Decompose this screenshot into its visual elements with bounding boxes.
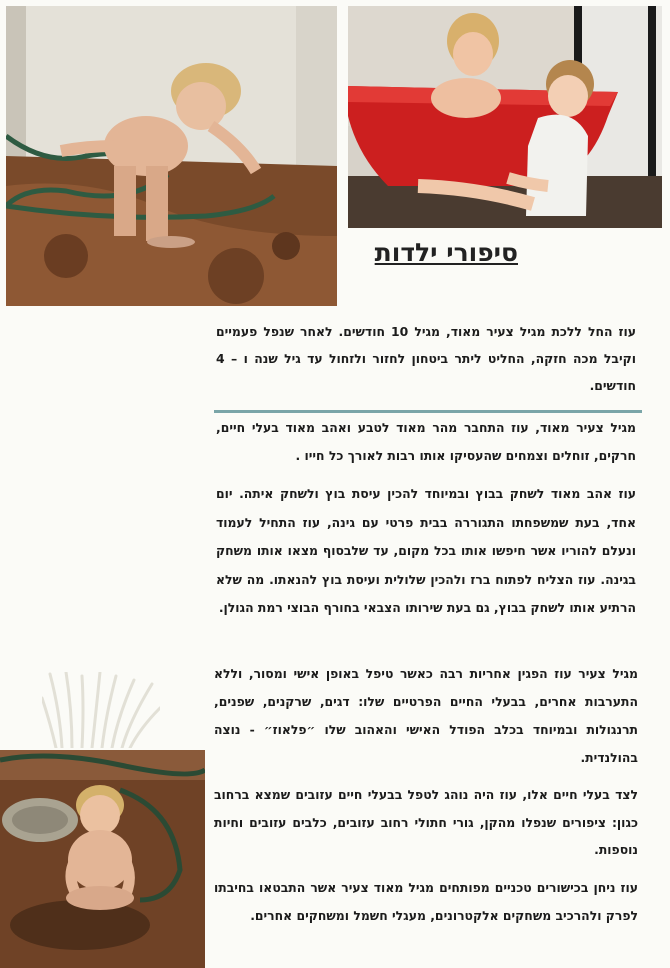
- paragraph-abandoned-animals: לצד בעלי חיים אלו, עוז היה נוהג לטפל בבעלי חיים עזובים שמצא ברחוב כגון: ציפורים שנפלו מהקן, גורי חתולי רחוב עזובים, כלבים עזובים וחיות נוספות.: [214, 787, 638, 857]
- paragraph-technical-skills: עוז ניחן בכישורים טכניים מפותחים מגיל מאוד צעיר אשר התבטאו בחיבתו לפרק ולהרכיב משחקים אלקטרונים, מעגלי חשמל ומשחקים אחרים.: [214, 880, 638, 923]
- paragraph-responsibility: מגיל צעיר עוז הפגין אחריות רבה כאשר טיפל באופן אישי ומסור, וללא התערבות אחרים, בבעלי החיים הפרטיים שלו: דגים, שרקנים, שפנים, תרנגולות ובמיוחד בכלב הפודל האישי והאהוב שלו ״פלאוז״ - נוצה בהולנדית.: [214, 666, 638, 765]
- page-title: סיפורי ילדות: [374, 238, 518, 267]
- toddler-hose-photo: [6, 6, 337, 306]
- grass-decoration: [42, 672, 160, 748]
- toddler-mud-photo: [0, 750, 205, 968]
- red-tub-photo: [348, 6, 662, 228]
- paragraph-mud: עוז אהב מאוד לשחק בבוץ ובמיוחד להכין עיסת בוץ ולשחק איתה. יום אחד, בעת שמשפחתו התגוררה בבית פרטי עם גינה, עוז התחיל לעמוד ונעלם להוריו אשר חיפשו אותו בכל מקום, עד שלבסוף מצאו אותו משחק בגינה. עוז הצליח לפתוח ברז ולהכין שלולית ועיסת בוץ להנאתו. מה שלא הרתיע אותו לשחק בבוץ, גם בעת שירותו הצבאי בחורף הבוצי רמת הגולן.: [216, 486, 636, 615]
- paragraph-walking: עוז החל ללכת מגיל צעיר מאוד, מגיל 10 חודשים. לאחר שנפל פעמיים וקיבל מכה חזקה, החליט ליתר ביטחון לחזור ולזחול עד גיל שנה ו – 4 חודשים.: [216, 324, 636, 393]
- paragraph-nature: מגיל צעיר מאוד, עוז התחבר מהר מאוד לטבע ואהב מאוד בעלי חיים, חרקים, זוחלים וצמחים שהעסיקו אותו רבות לאורך כל חייו .: [216, 420, 636, 463]
- section-divider: [214, 410, 642, 413]
